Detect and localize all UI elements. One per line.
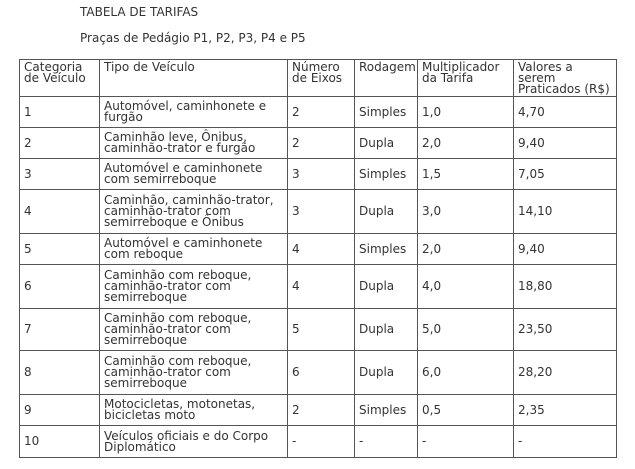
header-tipo: Tipo de Veículo <box>100 60 288 97</box>
cell-multiplicador: 6,0 <box>418 351 514 395</box>
cell-eixos: 6 <box>288 351 355 395</box>
cell-rodagem: Dupla <box>355 128 418 159</box>
cell-tipo: Caminhão com reboque, caminhão-trator com semirreboque <box>100 309 288 351</box>
cell-eixos: 5 <box>288 309 355 351</box>
cell-valor: 18,80 <box>514 265 617 309</box>
cell-multiplicador: - <box>418 426 514 458</box>
cell-rodagem: Dupla <box>355 265 418 309</box>
table-row <box>20 265 617 309</box>
cell-valor: 9,40 <box>514 234 617 265</box>
header-eixos: Número de Eixos <box>288 60 355 97</box>
cell-tipo: Caminhão, caminhão-trator, caminhão-trator com semirreboque e Ônibus <box>100 190 288 234</box>
cell-rodagem: Dupla <box>355 309 418 351</box>
cell-valor: 7,05 <box>514 159 617 190</box>
table-row <box>20 351 617 395</box>
cell-eixos: 3 <box>288 190 355 234</box>
cell-multiplicador: 1,0 <box>418 97 514 128</box>
cell-multiplicador: 4,0 <box>418 265 514 309</box>
cell-valor: 2,35 <box>514 395 617 426</box>
cell-eixos: - <box>288 426 355 458</box>
cell-valor: - <box>514 426 617 458</box>
cell-eixos: 2 <box>288 128 355 159</box>
cell-tipo: Automóvel e caminhonete com reboque <box>100 234 288 265</box>
cell-categoria: 10 <box>20 426 100 458</box>
cell-tipo: Caminhão leve, Ônibus, caminhão-trator e furgão <box>100 128 288 159</box>
cell-eixos: 3 <box>288 159 355 190</box>
table-row <box>20 426 617 458</box>
cell-eixos: 2 <box>288 97 355 128</box>
cell-categoria: 8 <box>20 351 100 395</box>
header-rodagem: Rodagem <box>355 60 418 97</box>
cell-categoria: 6 <box>20 265 100 309</box>
cell-rodagem: Simples <box>355 97 418 128</box>
header-multiplicador: Multiplicador da Tarifa <box>418 60 514 97</box>
cell-rodagem: Simples <box>355 234 418 265</box>
cell-multiplicador: 2,0 <box>418 128 514 159</box>
cell-categoria: 2 <box>20 128 100 159</box>
cell-valor: 4,70 <box>514 97 617 128</box>
table-row <box>20 97 617 128</box>
cell-multiplicador: 5,0 <box>418 309 514 351</box>
cell-categoria: 5 <box>20 234 100 265</box>
cell-multiplicador: 0,5 <box>418 395 514 426</box>
cell-categoria: 7 <box>20 309 100 351</box>
cell-eixos: 2 <box>288 395 355 426</box>
cell-rodagem: Dupla <box>355 351 418 395</box>
cell-tipo: Veículos oficiais e do Corpo Diplomático <box>100 426 288 458</box>
cell-categoria: 3 <box>20 159 100 190</box>
table-row <box>20 395 617 426</box>
table-row <box>20 159 617 190</box>
cell-rodagem: Simples <box>355 395 418 426</box>
table-subtitle: Praças de Pedágio P1, P2, P3, P4 e P5 <box>80 31 306 45</box>
cell-tipo: Automóvel, caminhonete e furgão <box>100 97 288 128</box>
cell-categoria: 9 <box>20 395 100 426</box>
cell-rodagem: - <box>355 426 418 458</box>
table-row <box>20 309 617 351</box>
cell-eixos: 4 <box>288 265 355 309</box>
cell-multiplicador: 2,0 <box>418 234 514 265</box>
header-valores: Valores a serem Praticados (R$) <box>514 60 617 97</box>
cell-valor: 28,20 <box>514 351 617 395</box>
table-row <box>20 128 617 159</box>
cell-multiplicador: 1,5 <box>418 159 514 190</box>
cell-rodagem: Simples <box>355 159 418 190</box>
cell-tipo: Caminhão com reboque, caminhão-trator com semirreboque <box>100 351 288 395</box>
table-row <box>20 190 617 234</box>
cell-eixos: 4 <box>288 234 355 265</box>
cell-valor: 14,10 <box>514 190 617 234</box>
cell-valor: 9,40 <box>514 128 617 159</box>
cell-tipo: Caminhão com reboque, caminhão-trator com semirreboque <box>100 265 288 309</box>
header-categoria: Categoria de Veículo <box>20 60 100 97</box>
cell-categoria: 4 <box>20 190 100 234</box>
cell-tipo: Automóvel e caminhonete com semirreboque <box>100 159 288 190</box>
cell-tipo: Motocicletas, motonetas, bicicletas moto <box>100 395 288 426</box>
table-title: TABELA DE TARIFAS <box>80 5 199 19</box>
table-row <box>20 234 617 265</box>
cell-rodagem: Dupla <box>355 190 418 234</box>
table-header-row <box>20 60 617 97</box>
tariff-table <box>19 59 617 458</box>
cell-multiplicador: 3,0 <box>418 190 514 234</box>
cell-valor: 23,50 <box>514 309 617 351</box>
cell-categoria: 1 <box>20 97 100 128</box>
